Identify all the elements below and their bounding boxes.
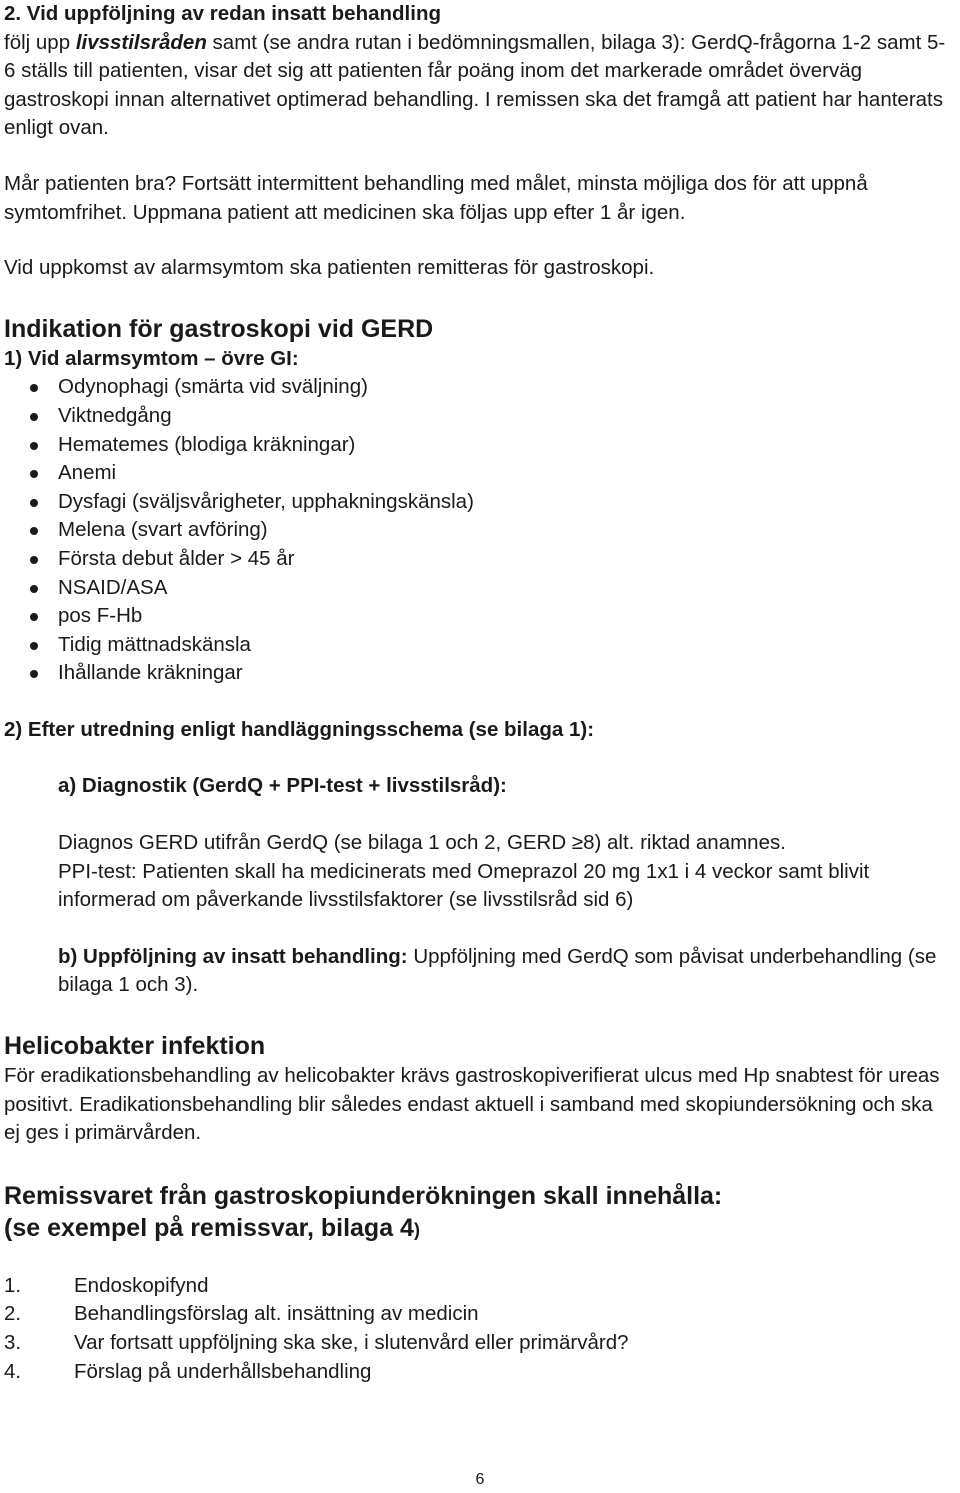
remissvar-item-text: Endoskopifynd	[74, 1273, 209, 1297]
bullet-icon	[30, 556, 38, 564]
alarm-symptom-text: Hematemes (blodiga kräkningar)	[58, 432, 356, 456]
alarm-paragraph: Vid uppkomst av alarmsymtom ska patienten remitteras för gastroskopi.	[4, 256, 655, 280]
bullet-icon	[30, 585, 38, 593]
alarm-symptom-item	[4, 574, 954, 603]
alarm-symptom-item	[4, 488, 954, 517]
remissvar-item-number: 1.	[4, 1273, 22, 1297]
bullet-icon	[30, 670, 38, 678]
remissvar-item-text: Förslag på underhållsbehandling	[74, 1359, 372, 1383]
remissvar-item	[4, 1358, 954, 1387]
followup-paragraph	[4, 29, 954, 143]
remissvar-item-number: 3.	[4, 1331, 22, 1354]
helicobakter-heading: Helicobakter infektion	[4, 1032, 266, 1061]
alarm-symptom-text: pos F-Hb	[58, 604, 143, 628]
alarm-symptom-item	[4, 659, 954, 688]
page-number: 6	[475, 1471, 485, 1488]
bullet-icon	[30, 499, 38, 507]
alarm-symptom-text: Ihållande kräkningar	[58, 661, 243, 685]
alarm-symptom-list	[4, 373, 954, 688]
remissvar-list	[4, 1272, 954, 1386]
bullet-icon	[30, 442, 38, 450]
alarm-symptom-item	[4, 402, 954, 431]
alarm-symptom-text: Anemi	[58, 461, 117, 485]
diagnostik-heading: a) Diagnostik (GerdQ + PPI-test + livsstilsråd):	[58, 774, 507, 798]
remissvar-subheading	[4, 1212, 954, 1246]
diagnos-line: Diagnos GERD utifrån GerdQ (se bilaga 1 och 2, GERD ≥8) alt. riktad anamnes.	[58, 831, 786, 855]
remissvar-item	[4, 1300, 954, 1329]
alarm-symptom-item	[4, 516, 954, 545]
bullet-icon	[30, 527, 38, 535]
remissvar-item	[4, 1272, 954, 1301]
alarm-symptom-text: Dysfagi (sväljsvårigheter, upphakningskänsla)	[58, 489, 474, 513]
alarm-symptom-text: Melena (svart avföring)	[58, 518, 268, 542]
uppfoljning-paragraph	[4, 943, 954, 1000]
bullet-icon	[30, 413, 38, 421]
remissvar-subheading-text: (se exempel på remissvar, bilaga 4	[4, 1213, 414, 1242]
alarm-symptom-text: Tidig mättnadskänsla	[58, 632, 251, 656]
indikation-heading: Indikation för gastroskopi vid GERD	[4, 314, 434, 343]
alarm-symptom-text: Första debut ålder > 45 år	[58, 546, 295, 570]
remissvar-subheading-paren: )	[413, 1219, 420, 1240]
remissvar-item-number: 4.	[4, 1359, 22, 1383]
document-page	[4, 0, 954, 1386]
remissvar-item	[4, 1329, 954, 1358]
remissvar-item-text: Var fortsatt uppföljning ska ske, i slutenvård eller primärvård?	[74, 1331, 629, 1354]
uppfoljning-text: Uppföljning med GerdQ som påvisat underbehandling (se bilaga 1 och 3).	[58, 944, 937, 997]
alarm-symptom-text: Viktnedgång	[58, 403, 172, 427]
alarm-symptom-item	[4, 545, 954, 574]
ppi-test-line: PPI-test: Patienten skall ha medicinerats med Omeprazol 20 mg 1x1 i 4 veckor samt blivit informerad om påverkande livsstilsfaktorer (se livsstilsråd sid 6)	[58, 859, 870, 912]
alarm-symptom-text: NSAID/ASA	[58, 575, 168, 599]
followup-emphasis: livsstilsråden	[75, 30, 207, 54]
utredning-subheading: 2) Efter utredning enligt handläggningsschema (se bilaga 1):	[4, 717, 595, 741]
alarm-symptom-item	[4, 602, 954, 631]
alarm-symptom-item	[4, 373, 954, 402]
bullet-icon	[30, 384, 38, 392]
uppfoljning-label: b) Uppföljning av insatt behandling:	[58, 944, 408, 968]
followup-text-a: följ upp	[4, 30, 76, 54]
alarm-symptom-item	[4, 631, 954, 660]
remissvar-item-text: Behandlingsförslag alt. insättning av medicin	[74, 1302, 479, 1326]
remissvar-item-number: 2.	[4, 1302, 22, 1326]
helicobakter-paragraph: För eradikationsbehandling av helicobakter krävs gastroskopiverifierat ulcus med Hp snabtest för ureas positivt. Eradikationsbehandling blir således endast aktuell i samband med skopiundersökning och ska ej ges i primärvården.	[4, 1064, 940, 1145]
alarm-symptom-item	[4, 459, 954, 488]
alarm-subheading: 1) Vid alarmsymtom – övre GI:	[4, 346, 299, 370]
followup-text-b: samt (se andra rutan i bedömningsmallen, bilaga 3): GerdQ-frågorna 1-2 samt 5-6 ställs till patienten, visar det sig att patienten får poäng inom det markerade området överväg gastroskopi innan alternativet optimerad behandling. I remissen ska det framgå att patient har hanterats enligt ovan.	[4, 30, 946, 140]
section-heading-followup: 2. Vid uppföljning av redan insatt behandling	[4, 2, 441, 25]
bullet-icon	[30, 470, 38, 478]
bullet-icon	[30, 613, 38, 621]
remissvar-heading: Remissvaret från gastroskopiunderökningen skall innehålla:	[4, 1181, 723, 1210]
alarm-symptom-item	[4, 431, 954, 460]
bullet-icon	[30, 642, 38, 650]
wellbeing-paragraph: Mår patienten bra? Fortsätt intermittent behandling med målet, minsta möjliga dos för att uppnå symtomfrihet. Uppmana patient att medicinen ska följas upp efter 1 år igen.	[4, 171, 868, 224]
alarm-symptom-text: Odynophagi (smärta vid sväljning)	[58, 375, 368, 399]
